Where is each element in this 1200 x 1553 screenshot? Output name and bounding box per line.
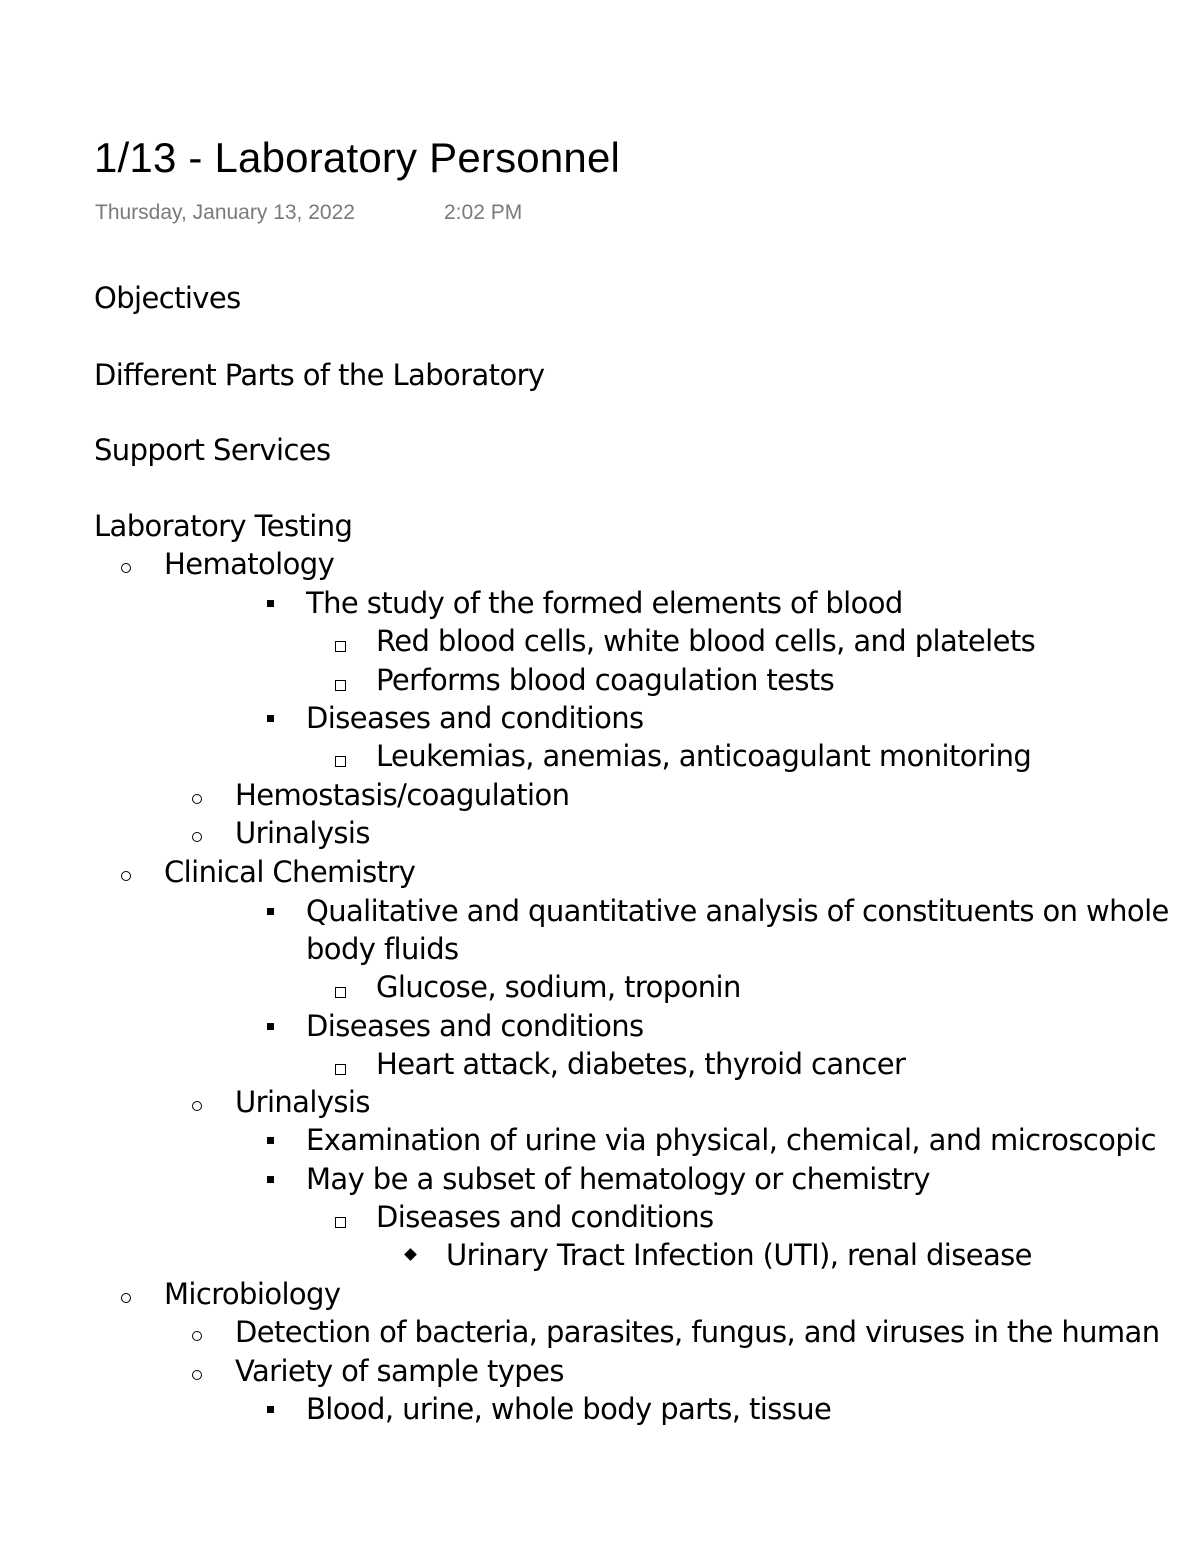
- hollow-square-bullet-icon: [330, 737, 350, 775]
- hollow-circle-bullet-icon: [116, 545, 136, 583]
- outline-item-label: Leukemias, anemias, anticoagulant monitoring: [376, 739, 1032, 773]
- outline-item-label: Urinalysis: [235, 1085, 370, 1119]
- outline-item-label: May be a subset of hematology or chemistry: [306, 1162, 930, 1196]
- filled-square-bullet-icon: [260, 584, 280, 622]
- outline-item-label: Microbiology: [164, 1277, 341, 1311]
- hollow-square-bullet-icon: [330, 622, 350, 660]
- filled-square-bullet-icon: [260, 1007, 280, 1045]
- filled-square-bullet-icon: [260, 892, 280, 930]
- outline-item-label: Glucose, sodium, troponin: [376, 970, 741, 1004]
- hollow-circle-bullet-icon: [116, 853, 136, 891]
- page-title[interactable]: 1/13 - Laboratory Personnel: [94, 134, 621, 181]
- heading-support[interactable]: Support Services: [94, 433, 331, 467]
- filled-square-bullet-icon: [260, 1390, 280, 1428]
- outline-item-label: Diseases and conditions: [306, 701, 644, 735]
- outline-item-label: The study of the formed elements of blood: [306, 586, 903, 620]
- outline-item-label: Examination of urine via physical, chemical, and microscopic: [306, 1123, 1156, 1157]
- note-date: Thursday, January 13, 2022: [95, 201, 355, 224]
- hollow-circle-bullet-icon: [187, 814, 207, 852]
- outline-item-label: body fluids: [306, 932, 459, 966]
- hollow-circle-bullet-icon: [116, 1275, 136, 1313]
- outline-item-label: Urinalysis: [235, 816, 370, 850]
- hollow-square-bullet-icon: [330, 968, 350, 1006]
- note-time: 2:02 PM: [444, 201, 523, 224]
- outline-item-label: Blood, urine, whole body parts, tissue: [306, 1392, 832, 1426]
- outline-item-label: Hematology: [164, 547, 335, 581]
- hollow-square-bullet-icon: [330, 1198, 350, 1236]
- outline-item-label: Detection of bacteria, parasites, fungus, and viruses in the human: [235, 1315, 1160, 1349]
- outline-item-label: Diseases and conditions: [376, 1200, 714, 1234]
- outline-item-label: Clinical Chemistry: [164, 855, 416, 889]
- filled-square-bullet-icon: [260, 699, 280, 737]
- hollow-square-bullet-icon: [330, 1045, 350, 1083]
- filled-diamond-bullet-icon: [400, 1236, 420, 1274]
- outline-item-label: Red blood cells, white blood cells, and platelets: [376, 624, 1036, 658]
- outline-item-label: Hemostasis/coagulation: [235, 778, 570, 812]
- outline-item-label: Variety of sample types: [235, 1354, 564, 1388]
- hollow-square-bullet-icon: [330, 661, 350, 699]
- heading-testing[interactable]: Laboratory Testing: [94, 509, 353, 543]
- heading-objectives[interactable]: Objectives: [94, 281, 241, 315]
- outline-item-label: Qualitative and quantitative analysis of constituents on whole: [306, 894, 1169, 928]
- hollow-circle-bullet-icon: [187, 776, 207, 814]
- outline-item-label: Diseases and conditions: [306, 1009, 644, 1043]
- hollow-circle-bullet-icon: [187, 1352, 207, 1390]
- outline-item-label: Performs blood coagulation tests: [376, 663, 835, 697]
- filled-square-bullet-icon: [260, 1160, 280, 1198]
- heading-parts[interactable]: Different Parts of the Laboratory: [94, 358, 545, 392]
- hollow-circle-bullet-icon: [187, 1083, 207, 1121]
- outline-item-label: Heart attack, diabetes, thyroid cancer: [376, 1047, 906, 1081]
- outline-item-label: Urinary Tract Infection (UTI), renal disease: [446, 1238, 1032, 1272]
- hollow-circle-bullet-icon: [187, 1313, 207, 1351]
- filled-square-bullet-icon: [260, 1121, 280, 1159]
